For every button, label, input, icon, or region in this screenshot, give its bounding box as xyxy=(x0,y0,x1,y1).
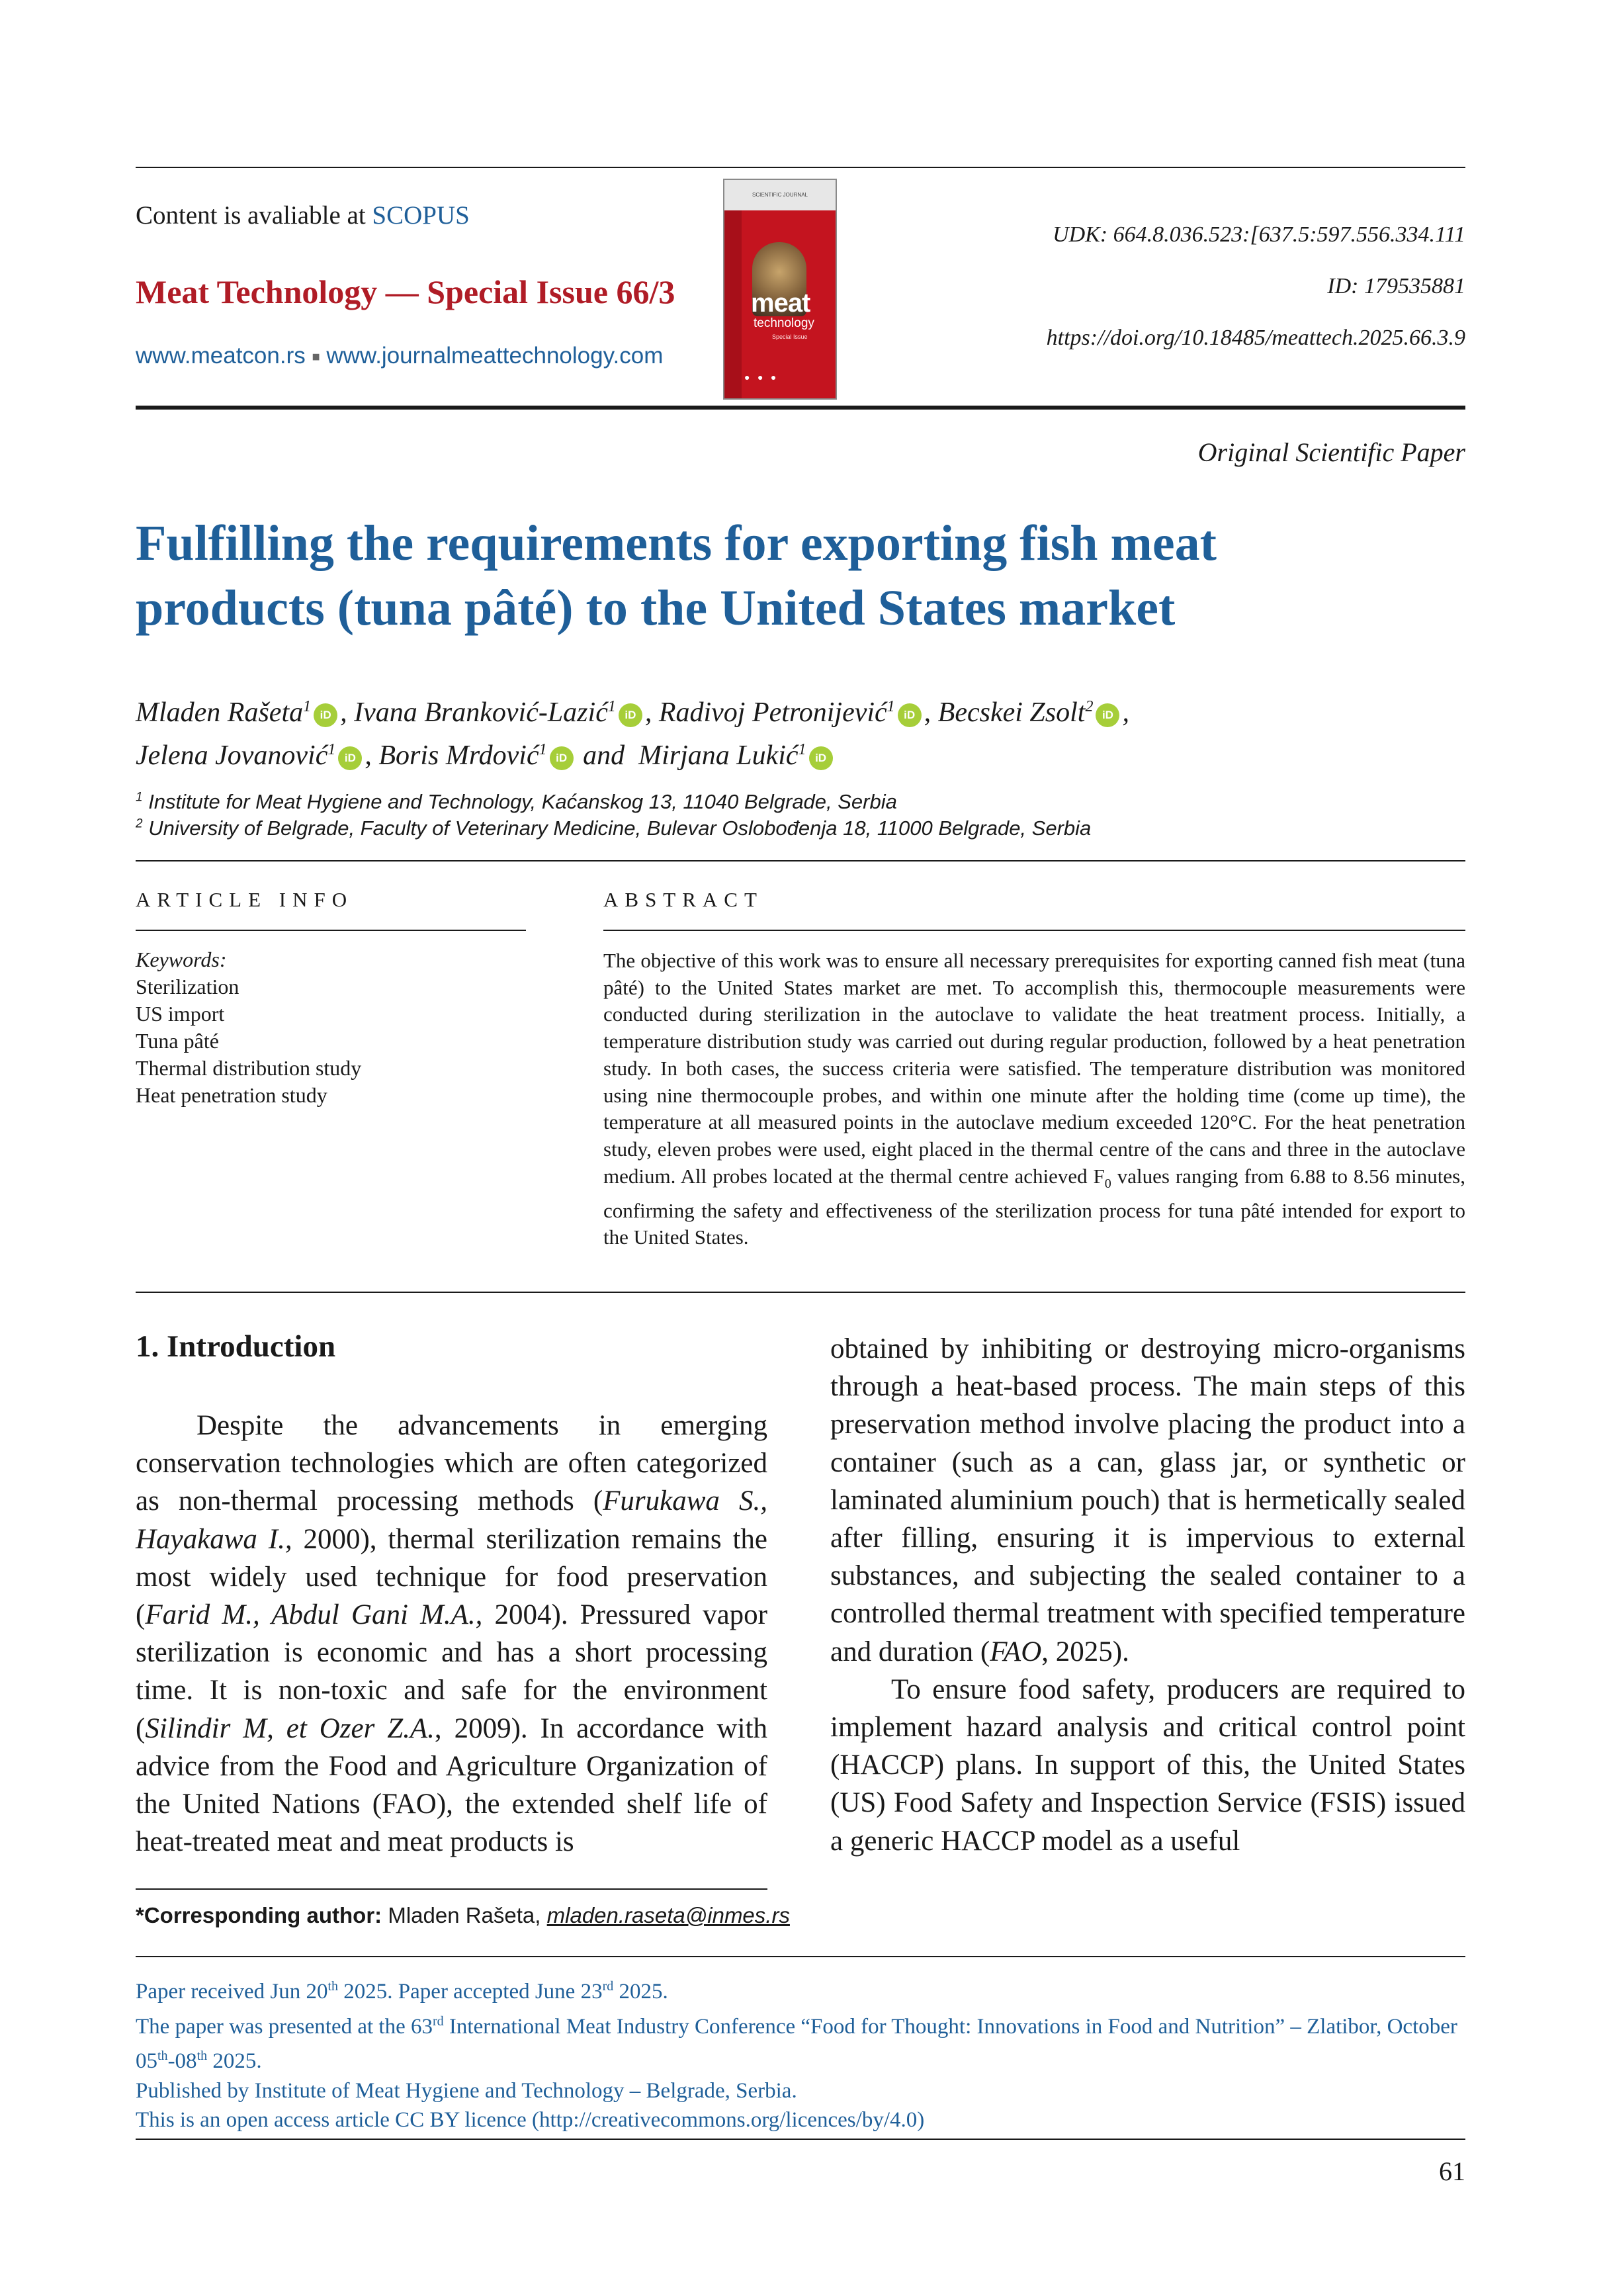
corresponding-name: Mladen Rašeta, xyxy=(388,1903,541,1927)
url-meatcon[interactable]: www.meatcon.rs xyxy=(136,343,306,369)
paragraph-text: obtained by inhibiting or destroying micro-organisms through a heat-based process. The main steps of this preservation method involve placing the product into a container (such as a can, glass jar, or synthetic or laminated aluminium pouch) that is hermetically sealed after filling, ensuring it is impervious to external substances, and subjecting the sealed container to a controlled thermal treatment with specified temperature and duration ( xyxy=(830,1333,1465,1667)
abstract-part: values ranging from 6.88 to 8.56 minutes, confirming the safety and effectiveness of the sterilization process for tuna pâté intended for export to the United States. xyxy=(603,1164,1465,1249)
intro-column-2 xyxy=(830,1330,1465,1860)
orcid-icon[interactable]: iD xyxy=(619,703,642,727)
cover-top-band: SCIENTIFIC JOURNAL xyxy=(724,180,836,210)
intro-paragraph: To ensure food safety, producers are required to implement hazard analysis and critical control point (HACCP) plans. In support of this, the United States (US) Food Safety and Inspection Service (FSIS) issued a generic HACCP model as a useful xyxy=(830,1673,1465,1857)
article-info-heading: ARTICLE INFO xyxy=(136,888,354,911)
abstract-part: The objective of this work was to ensure all necessary prerequisites for exporting canned fish meat (tuna pâté) to the United States market are met. To accomplish this, thermocouple measurements were conducted during sterilization in the autoclave to validate the heat treatment process. Initially, a temperature distribution study was carried out during regular production, followed by a heat penetration study. In both cases, the success criteria were satisfied. The temperature distribution was monitored using nine thermocouple probes, and within one minute after the holding time (come up time), the temperature at all measured points in the autoclave medium exceeded 120°C. For the heat penetration study, eleven probes were used, eight placed in the thermal centre of the cans and three in the autoclave medium. All probes located at the thermal centre achieved F xyxy=(603,949,1465,1188)
author-affiliation: 1 xyxy=(539,741,547,758)
author-separator: , xyxy=(1122,697,1129,728)
footer-publisher-line: Published by Institute of Meat Hygiene and Technology – Belgrade, Serbia. xyxy=(136,2078,797,2103)
orcid-icon[interactable]: iD xyxy=(1096,703,1119,727)
affiliation-2 xyxy=(136,817,1091,840)
author-name: Mirjana Lukić xyxy=(638,740,799,771)
page-number: 61 xyxy=(1439,2156,1465,2186)
orcid-icon[interactable]: iD xyxy=(898,703,922,727)
orcid-icon[interactable]: iD xyxy=(550,746,574,770)
abstract-subscript: 0 xyxy=(1104,1176,1111,1191)
article-info-rule xyxy=(136,930,526,931)
header-thick-rule xyxy=(136,406,1465,410)
section-heading: 1. Introduction xyxy=(136,1329,336,1364)
citation-authors: Silindir M, et Ozer Z.A. xyxy=(145,1712,435,1744)
corresponding-author xyxy=(136,1903,790,1928)
scopus-link[interactable]: SCOPUS xyxy=(372,201,470,230)
footer-sup: th xyxy=(157,2049,168,2063)
author-separator: and xyxy=(576,740,632,771)
journal-urls xyxy=(136,343,663,369)
author-name: Ivana Branković-Lazić xyxy=(354,697,608,728)
corresponding-email[interactable]: mladen.raseta@inmes.rs xyxy=(546,1903,790,1927)
abstract-rule xyxy=(603,930,1465,931)
footer-text: 2025. xyxy=(207,2049,262,2073)
intro-paragraph xyxy=(830,1330,1465,1671)
footer-received-line xyxy=(136,1972,1465,2007)
journal-title: Meat Technology — Special Issue 66/3 xyxy=(136,273,675,310)
author-name: Jelena Jovanović xyxy=(136,740,328,771)
corresponding-label: *Corresponding author: xyxy=(136,1903,382,1927)
availability-line xyxy=(136,200,470,230)
citation-authors: FAO xyxy=(990,1636,1042,1667)
author-separator: , xyxy=(340,697,355,728)
author-separator: , xyxy=(365,740,379,771)
footer-conference-line xyxy=(136,2007,1465,2076)
keyword-item: US import xyxy=(136,1002,225,1026)
footer-notes xyxy=(136,1972,1465,2135)
affiliation-text: Institute for Meat Hygiene and Technology, Kaćanskog 13, 11040 Belgrade, Serbia xyxy=(148,790,897,813)
footer-text: 2025. Paper accepted June 23 xyxy=(338,1980,603,2004)
top-rule xyxy=(136,167,1465,168)
paragraph-text: 2000), thermal sterilization remains the most widely used technique for food preservation ( xyxy=(136,1523,767,1631)
paper-title: Fulfilling the requirements for exporting fish meat products (tuna pâté) to the United States market xyxy=(136,515,1217,636)
doi-link[interactable]: https://doi.org/10.18485/meattech.2025.66.3.9 xyxy=(1046,326,1465,350)
author-name: Mladen Rašeta xyxy=(136,697,304,728)
footer-text: Paper received Jun 20 xyxy=(136,1980,328,2004)
corresponding-rule xyxy=(136,1888,767,1890)
url-journal[interactable]: www.journalmeattechnology.com xyxy=(326,343,664,369)
footer-sup: rd xyxy=(432,2013,444,2029)
paragraph-text: , 2025). xyxy=(1041,1636,1129,1667)
author-affiliation: 1 xyxy=(887,698,895,715)
citation-authors: Farid M., Abdul Gani M.A., xyxy=(145,1599,483,1631)
cover-logo: meat xyxy=(751,288,810,318)
keyword-item: Heat penetration study xyxy=(136,1083,327,1107)
keyword-item: Thermal distribution study xyxy=(136,1056,362,1080)
author-list xyxy=(136,688,1459,774)
keyword-item: Tuna pâté xyxy=(136,1029,219,1053)
citation-authors: Furukawa S., Hayakawa I., xyxy=(136,1485,767,1555)
affiliation-1 xyxy=(136,790,897,814)
paper-type: Original Scientific Paper xyxy=(1197,437,1465,467)
keywords-label: Keywords: xyxy=(136,948,227,971)
affiliation-number: 2 xyxy=(136,817,143,831)
footer-sup: rd xyxy=(602,1979,614,1994)
keyword-item: Sterilization xyxy=(136,975,239,998)
footer-text: International Meat Industry Conference “Food for Thought: Innovations in Food and Nutrition” – Zlatibor, October 05 xyxy=(136,2014,1457,2073)
author-affiliation: 1 xyxy=(303,698,312,715)
footer-sup: th xyxy=(196,2049,208,2063)
abstract-bottom-rule xyxy=(136,1292,1465,1293)
abstract-text xyxy=(603,948,1465,1251)
author-affiliation: 2 xyxy=(1085,698,1094,715)
affiliation-number: 1 xyxy=(136,790,143,805)
orcid-icon[interactable]: iD xyxy=(338,746,362,770)
footer-text: 2025. xyxy=(613,1980,668,2004)
paragraph-text: 2004). Pressured vapor sterilization is economic and has a short processing time. It is non-toxic and safe for the environment ( xyxy=(136,1599,767,1744)
author-name: Boris Mrdović xyxy=(378,740,539,771)
orcid-icon[interactable]: iD xyxy=(314,703,337,727)
affiliations-rule xyxy=(136,860,1465,861)
footer-licence-line[interactable]: This is an open access article CC BY licence (http://creativecommons.org/licences/by/4.0) xyxy=(136,2108,925,2132)
author-separator: , xyxy=(644,697,659,728)
cover-stripe xyxy=(724,210,742,398)
intro-column-1 xyxy=(136,1407,767,1861)
cover-logo-issue: Special Issue xyxy=(772,333,808,340)
paragraph-text: Despite the advancements in emerging conservation technologies which are often categorized as non-thermal processing methods ( xyxy=(136,1410,767,1517)
cover-logo-sub: technology xyxy=(754,316,814,330)
footer-top-rule xyxy=(136,1956,1465,1957)
paper-id: ID: 179535881 xyxy=(1327,274,1465,298)
author-name: Radivoj Petronijević xyxy=(658,697,887,728)
footer-bottom-rule xyxy=(136,2139,1465,2140)
author-affiliation: 1 xyxy=(327,741,336,758)
cover-dots: ● ● ● xyxy=(744,373,779,383)
footer-sup: th xyxy=(327,1979,339,1994)
author-affiliation: 1 xyxy=(607,698,616,715)
paragraph-text: , 2009). In accordance with advice from the Food and Agriculture Organization of the United Nations (FAO), the extended shelf life of heat-treated meat and meat products is xyxy=(136,1712,767,1858)
affiliation-text: University of Belgrade, Faculty of Veterinary Medicine, Bulevar Oslobođenja 18, 11000 Belgrade, Serbia xyxy=(148,817,1092,840)
footer-text: -08 xyxy=(167,2049,197,2073)
keywords-block xyxy=(136,946,361,1109)
udk-code: UDK: 664.8.036.523:[637.5:597.556.334.111 xyxy=(1053,222,1465,247)
footer-text: The paper was presented at the 63 xyxy=(136,2014,433,2039)
orcid-icon[interactable]: iD xyxy=(809,746,833,770)
abstract-heading: ABSTRACT xyxy=(603,888,763,911)
author-separator: , xyxy=(924,697,938,728)
author-name: Becskei Zsolt xyxy=(937,697,1086,728)
journal-cover-image xyxy=(723,179,837,400)
author-affiliation: 1 xyxy=(798,741,806,758)
url-separator: ■ xyxy=(312,349,320,365)
intro-paragraph xyxy=(136,1407,767,1861)
availability-prefix: Content is avaliable at xyxy=(136,201,366,230)
